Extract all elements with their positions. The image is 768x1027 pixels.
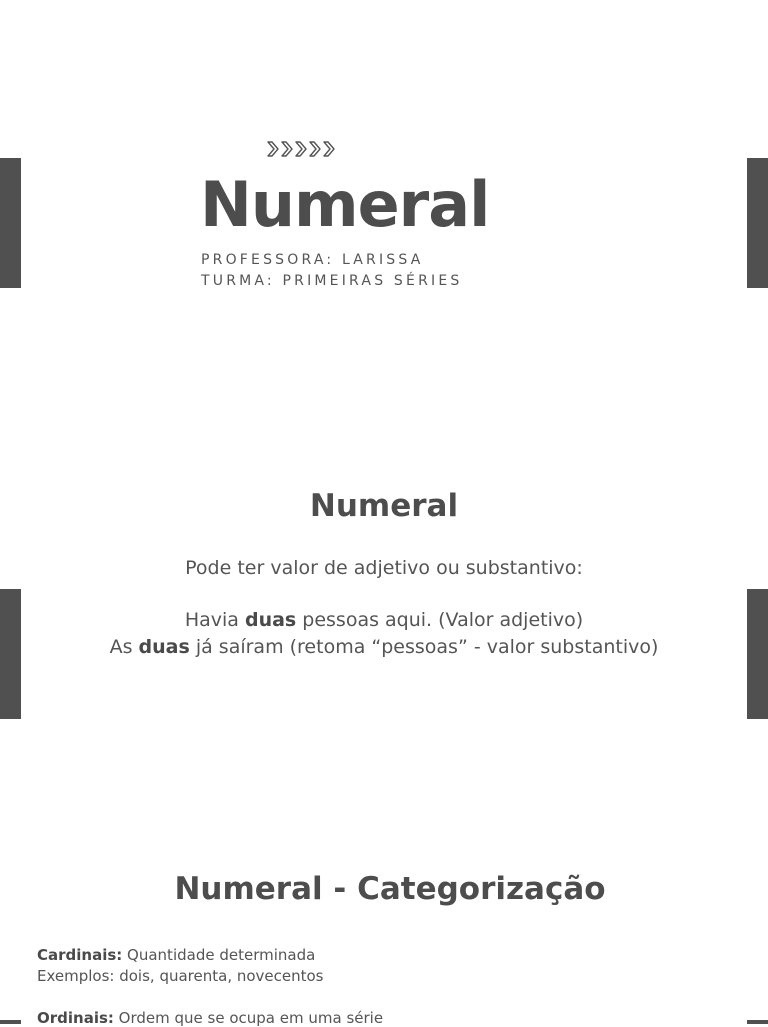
example-keyword: duas (244, 609, 297, 631)
example-text: pessoas aqui. (Valor adjetivo) (296, 609, 584, 631)
chevrons-right-icon (267, 140, 343, 158)
slide3-right-bar (747, 1020, 768, 1024)
class-line: TURMA: PRIMEIRAS SÉRIES (201, 273, 463, 289)
definition-title: Numeral (309, 488, 459, 524)
example-keyword: duas (138, 636, 190, 658)
cardinais-examples: Exemplos: dois, quarenta, novecentos (37, 967, 324, 985)
category-term: Ordinais: (37, 1009, 114, 1027)
definition-intro: Pode ter valor de adjetivo ou substantivo: (185, 557, 583, 579)
example-text: já saíram (retoma “pessoas” - valor substantivo) (189, 636, 659, 658)
example-text: Havia (184, 609, 245, 631)
example-adjective (0, 609, 768, 631)
professor-line: PROFESSORA: LARISSA (201, 252, 424, 268)
example-substantive (0, 636, 768, 658)
category-term: Cardinais: (37, 946, 123, 964)
ordinais-line (37, 1009, 383, 1027)
slide1-left-bar (0, 158, 21, 288)
example-text: As (109, 636, 139, 658)
slide3-left-bar (0, 1020, 21, 1024)
category-desc: Ordem que se ocupa em uma série (113, 1009, 384, 1027)
category-desc: Quantidade determinada (122, 946, 316, 964)
categorization-title: Numeral - Categorização (174, 871, 606, 907)
cardinais-line (37, 946, 315, 964)
cover-title: Numeral (200, 168, 490, 241)
slide1-right-bar (747, 158, 768, 288)
